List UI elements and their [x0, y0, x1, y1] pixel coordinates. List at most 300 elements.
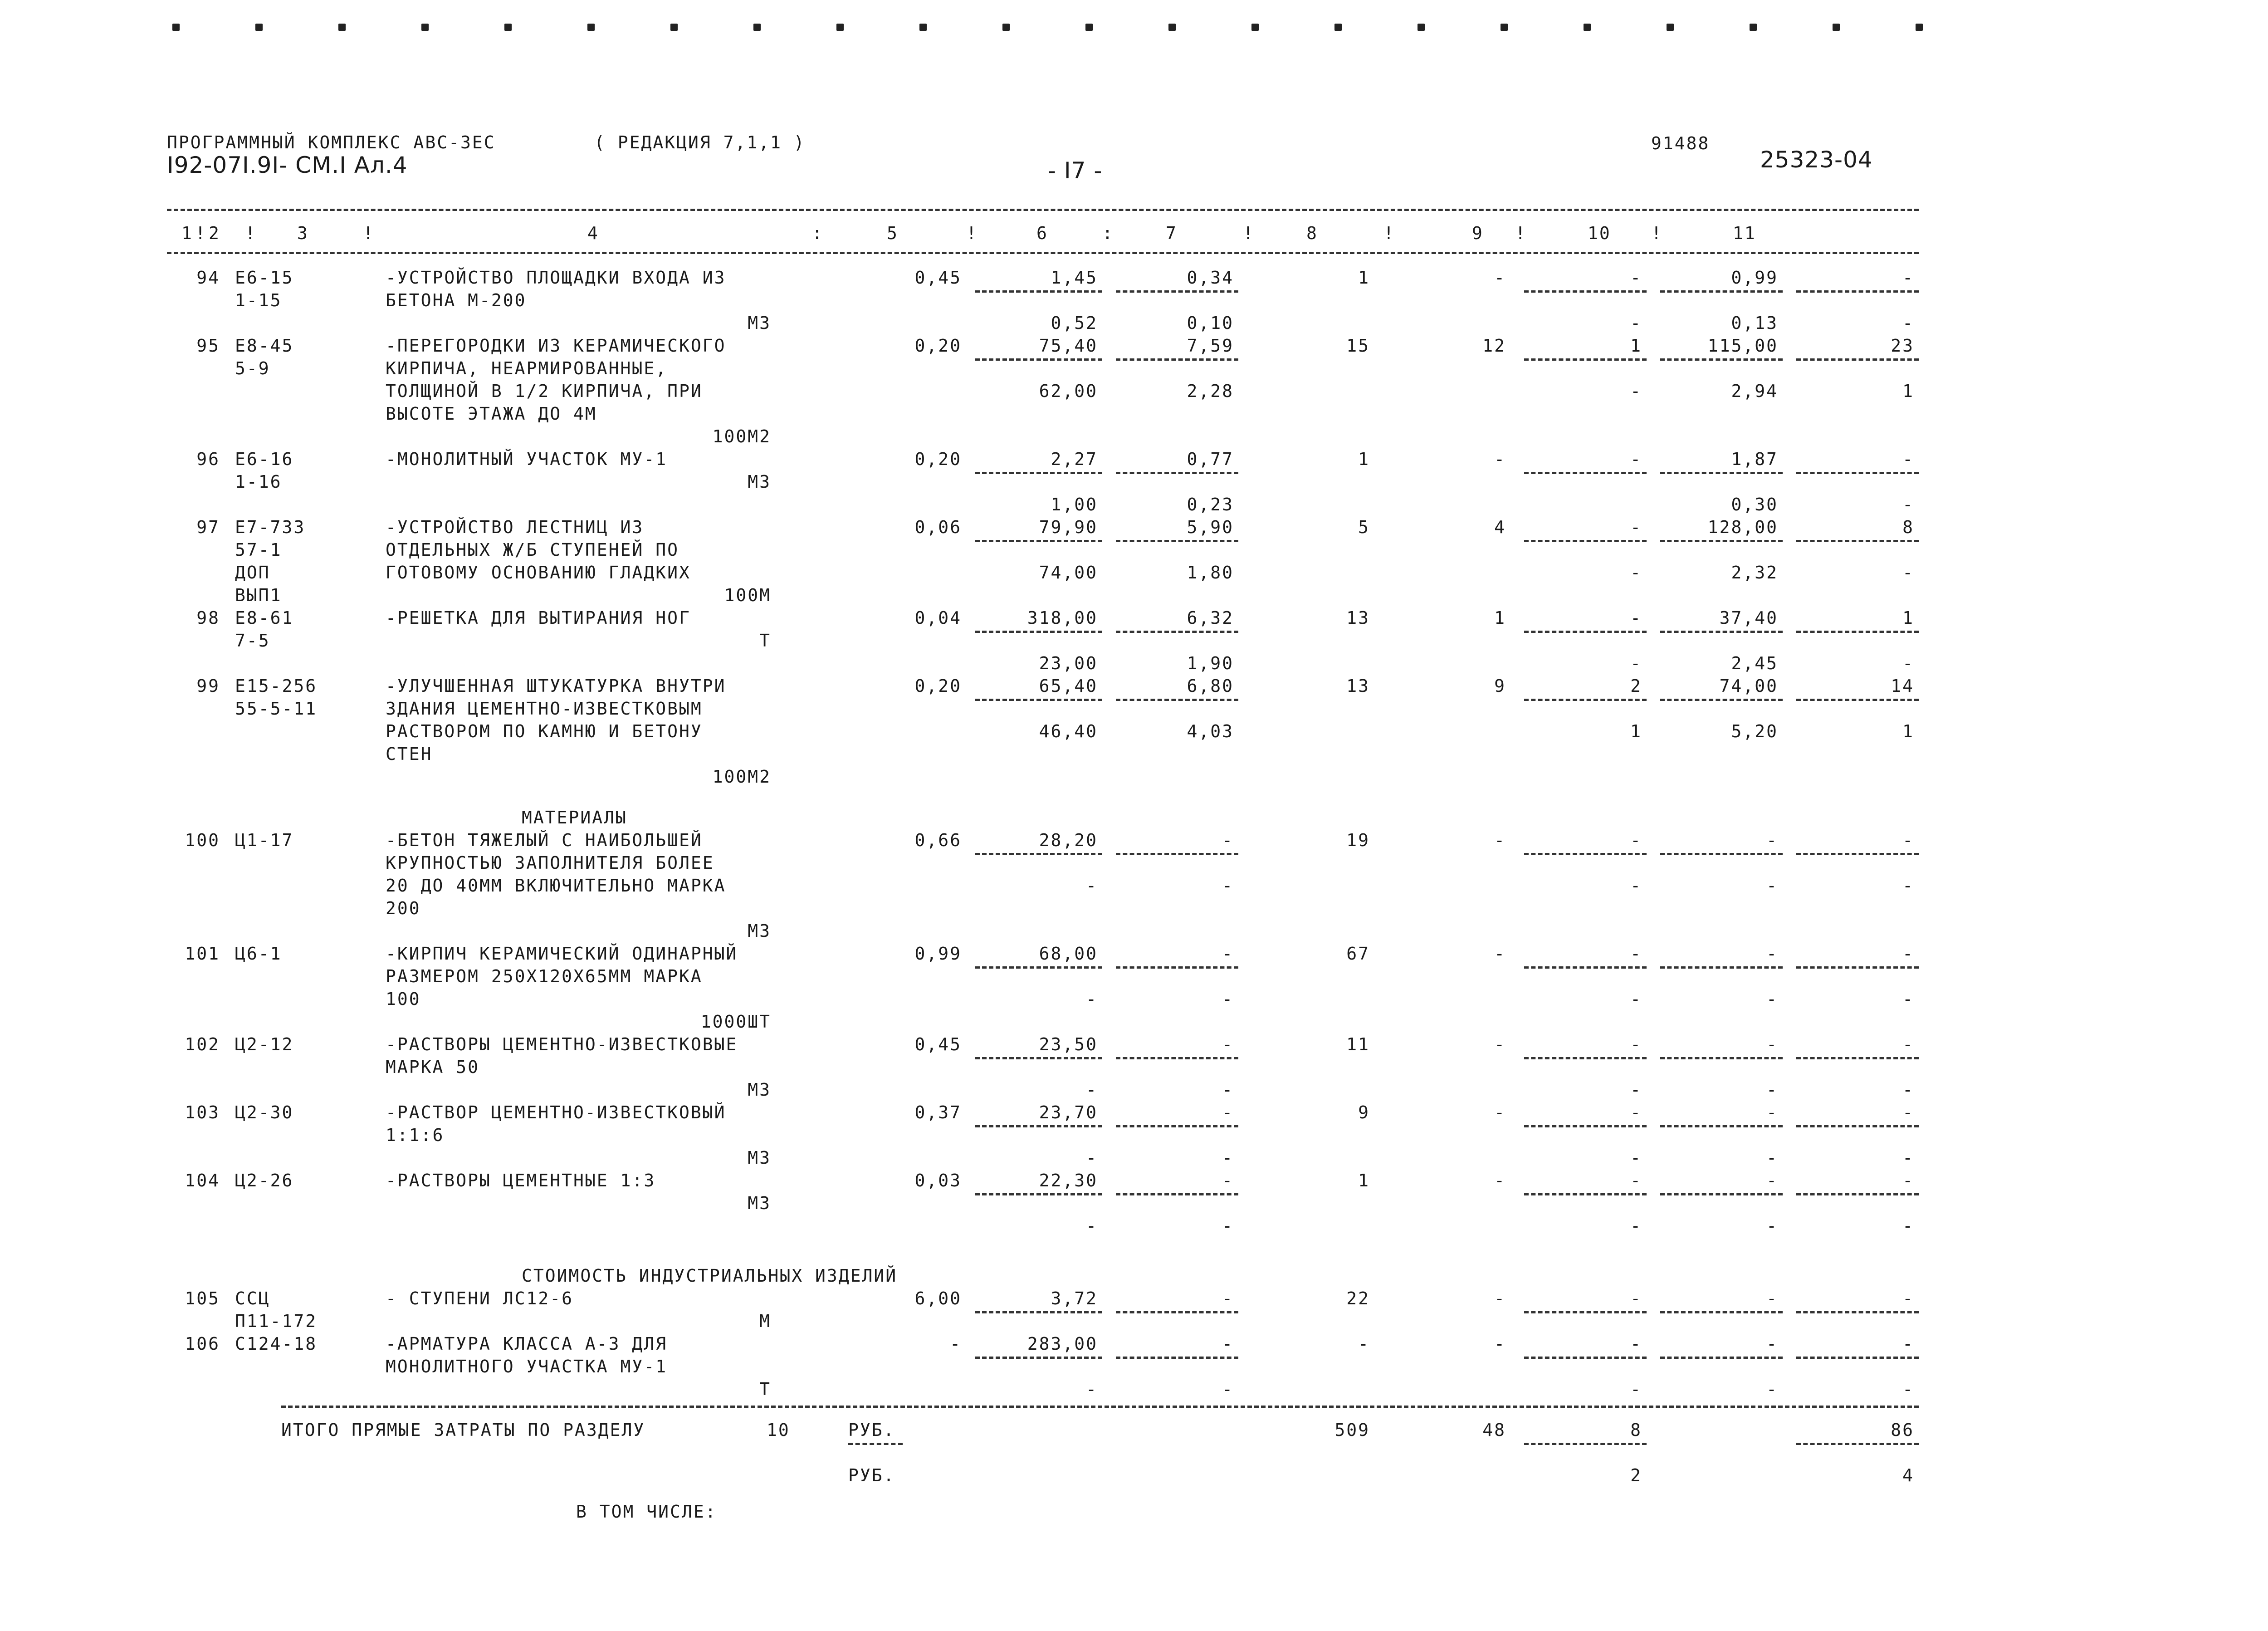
value-c9: -: [1630, 944, 1642, 964]
table-top-rule: [167, 209, 1919, 211]
value-c6: 0,34: [1187, 268, 1234, 288]
value-underline: [975, 699, 1102, 701]
value-c9: -: [1630, 381, 1642, 401]
value-c7: 9: [1358, 1102, 1370, 1122]
value-underline: [1524, 966, 1647, 969]
rate-code: 55-5-11: [235, 699, 318, 719]
totals-c11-2: 4: [1902, 1465, 1914, 1485]
row-number: 106: [185, 1334, 220, 1354]
punch-mark: [1833, 24, 1840, 31]
value-underline: [1660, 1193, 1783, 1195]
value-c6: -: [1222, 989, 1234, 1009]
value-c6: -: [1222, 1216, 1234, 1236]
totals-c7: 509: [1334, 1420, 1370, 1440]
value-underline: [1660, 290, 1783, 293]
value-underline: [1796, 631, 1919, 633]
value-c9: -: [1630, 830, 1642, 850]
punch-mark: [338, 24, 346, 31]
value-c4: 0,20: [914, 449, 962, 469]
rate-code: Ц6-1: [235, 944, 282, 964]
work-description: -ПЕРЕГОРОДКИ ИЗ КЕРАМИЧЕСКОГО: [386, 336, 726, 356]
value-c11: 23: [1891, 336, 1914, 356]
value-c5: 283,00: [1027, 1334, 1098, 1354]
value-c4: 0,45: [914, 268, 962, 288]
value-c7: 19: [1346, 830, 1370, 850]
work-description: -УЛУЧШЕННАЯ ШТУКАТУРКА ВНУТРИ: [386, 676, 726, 696]
column-number: 3: [297, 223, 309, 243]
work-description: ГОТОВОМУ ОСНОВАНИЮ ГЛАДКИХ: [386, 563, 691, 583]
value-c11: -: [1902, 1102, 1914, 1122]
work-description: -БЕТОН ТЯЖЕЛЫЙ С НАИБОЛЬШЕЙ: [386, 830, 703, 850]
value-underline: [975, 1057, 1102, 1059]
value-underline: [1524, 1057, 1647, 1059]
row-number: 101: [185, 944, 220, 964]
value-underline: [975, 1193, 1102, 1195]
column-number: 8: [1306, 223, 1318, 243]
column-number: 1: [181, 223, 193, 243]
unit: 100М: [724, 585, 771, 605]
value-c4: 0,66: [914, 830, 962, 850]
unit: М3: [748, 921, 771, 941]
value-c4: 0,03: [914, 1171, 962, 1190]
value-c6: -: [1222, 1148, 1234, 1168]
totals-underline: [1796, 1443, 1919, 1445]
unit: М3: [748, 1193, 771, 1213]
value-c10: 2,32: [1731, 563, 1778, 583]
value-c9: -: [1630, 1034, 1642, 1054]
column-separator: :: [1102, 223, 1114, 243]
punch-mark: [1584, 24, 1591, 31]
punch-mark: [1750, 24, 1757, 31]
value-c8: -: [1494, 449, 1506, 469]
column-number: 9: [1472, 223, 1484, 243]
rate-code: 7-5: [235, 631, 270, 651]
unit: Т: [759, 631, 771, 651]
value-c5: 62,00: [1039, 381, 1098, 401]
work-description: 200: [386, 898, 421, 918]
column-number: 4: [587, 223, 599, 243]
value-c9: 2: [1630, 676, 1642, 696]
punch-mark: [1085, 24, 1093, 31]
value-c5: -: [1086, 876, 1098, 896]
work-description: ОТДЕЛЬНЫХ Ж/Б СТУПЕНЕЙ ПО: [386, 540, 679, 560]
column-number: 11: [1733, 223, 1756, 243]
value-c7: 13: [1346, 676, 1370, 696]
value-c9: -: [1630, 1334, 1642, 1354]
value-c5: 79,90: [1039, 517, 1098, 537]
value-c5: 28,20: [1039, 830, 1098, 850]
value-underline: [1796, 853, 1919, 855]
page-number: - I7 -: [1048, 157, 1103, 184]
value-c9: -: [1630, 876, 1642, 896]
value-underline: [1524, 1193, 1647, 1195]
value-underline: [1796, 699, 1919, 701]
value-c10: 37,40: [1719, 608, 1778, 628]
column-separator: !: [1515, 223, 1527, 243]
value-underline: [1524, 540, 1647, 542]
value-underline: [975, 1357, 1102, 1359]
row-number: 94: [196, 268, 220, 288]
value-c10: -: [1766, 830, 1778, 850]
value-c6: -: [1222, 1102, 1234, 1122]
value-c6: 0,10: [1187, 313, 1234, 333]
value-c8: 4: [1494, 517, 1506, 537]
work-description: -АРМАТУРА КЛАССА А-3 ДЛЯ: [386, 1334, 668, 1354]
work-description: ЗДАНИЯ ЦЕМЕНТНО-ИЗВЕСТКОВЫМ: [386, 699, 703, 719]
value-underline: [1660, 472, 1783, 474]
section-materials: МАТЕРИАЛЫ: [522, 808, 627, 828]
value-c9: -: [1630, 517, 1642, 537]
rate-code: Е6-16: [235, 449, 294, 469]
value-c10: 2,45: [1731, 653, 1778, 673]
value-c7: 11: [1346, 1034, 1370, 1054]
value-c10: 1,87: [1731, 449, 1778, 469]
value-c4: 0,45: [914, 1034, 962, 1054]
value-c10: -: [1766, 876, 1778, 896]
value-underline: [1796, 1357, 1919, 1359]
value-c10: -: [1766, 989, 1778, 1009]
unit: Т: [759, 1379, 771, 1399]
value-c8: -: [1494, 944, 1506, 964]
column-separator: !: [245, 223, 257, 243]
work-description: -МОНОЛИТНЫЙ УЧАСТОК МУ-1: [386, 449, 668, 469]
value-underline: [1660, 1057, 1783, 1059]
totals-c9-2: 2: [1630, 1465, 1642, 1485]
value-c5: 318,00: [1027, 608, 1098, 628]
totals-underline: [1524, 1443, 1647, 1445]
value-c9: -: [1630, 653, 1642, 673]
value-c10: 5,20: [1731, 721, 1778, 741]
value-c7: 67: [1346, 944, 1370, 964]
rate-code: ССЦ: [235, 1288, 270, 1308]
work-description: -КИРПИЧ КЕРАМИЧЕСКИЙ ОДИНАРНЫЙ: [386, 944, 738, 964]
row-number: 97: [196, 517, 220, 537]
value-underline: [1524, 853, 1647, 855]
value-c9: -: [1630, 449, 1642, 469]
work-description: -УСТРОЙСТВО ПЛОЩАДКИ ВХОДА ИЗ: [386, 268, 726, 288]
value-c8: -: [1494, 268, 1506, 288]
punch-mark: [1418, 24, 1425, 31]
unit: М3: [748, 313, 771, 333]
value-c11: -: [1902, 1379, 1914, 1399]
value-c6: -: [1222, 1379, 1234, 1399]
value-c6: -: [1222, 944, 1234, 964]
value-c4: 0,37: [914, 1102, 962, 1122]
value-c6: -: [1222, 1171, 1234, 1190]
value-c6: 4,03: [1187, 721, 1234, 741]
value-underline: [1116, 1311, 1238, 1313]
value-c6: 2,28: [1187, 381, 1234, 401]
value-underline: [975, 358, 1102, 361]
value-c11: -: [1902, 1171, 1914, 1190]
value-c11: -: [1902, 563, 1914, 583]
value-underline: [1796, 1125, 1919, 1127]
value-underline: [1116, 1357, 1238, 1359]
punch-mark: [1251, 24, 1259, 31]
value-c8: 1: [1494, 608, 1506, 628]
row-number: 95: [196, 336, 220, 356]
row-number: 103: [185, 1102, 220, 1122]
value-underline: [1524, 699, 1647, 701]
totals-c8: 48: [1482, 1420, 1506, 1440]
value-underline: [1796, 358, 1919, 361]
value-c6: 5,90: [1187, 517, 1234, 537]
value-underline: [975, 540, 1102, 542]
value-c7: 1: [1358, 1171, 1370, 1190]
value-underline: [1116, 966, 1238, 969]
value-c6: -: [1222, 1034, 1234, 1054]
value-c10: 128,00: [1707, 517, 1778, 537]
value-underline: [1524, 290, 1647, 293]
value-c5: 2,27: [1051, 449, 1098, 469]
including-label: В ТОМ ЧИСЛЕ:: [576, 1502, 717, 1522]
column-separator: !: [363, 223, 375, 243]
value-c9: -: [1630, 1288, 1642, 1308]
value-underline: [975, 853, 1102, 855]
totals-rule: [281, 1406, 1919, 1408]
punch-mark: [1168, 24, 1176, 31]
value-c11: 8: [1902, 517, 1914, 537]
work-description: РАЗМЕРОМ 250Х120Х65ММ МАРКА: [386, 966, 703, 986]
value-underline: [1660, 1311, 1783, 1313]
value-c5: -: [1086, 1080, 1098, 1100]
work-description: 1:1:6: [386, 1125, 445, 1145]
value-c9: -: [1630, 313, 1642, 333]
value-c10: 2,94: [1731, 381, 1778, 401]
value-c8: -: [1494, 1034, 1506, 1054]
column-separator: !: [1243, 223, 1255, 243]
value-c10: -: [1766, 1288, 1778, 1308]
value-c11: -: [1902, 876, 1914, 896]
column-number: 6: [1036, 223, 1048, 243]
value-c6: 6,80: [1187, 676, 1234, 696]
value-c9: 1: [1630, 336, 1642, 356]
punch-mark: [1916, 24, 1923, 31]
row-number: 99: [196, 676, 220, 696]
value-underline: [1116, 358, 1238, 361]
value-c11: -: [1902, 1288, 1914, 1308]
value-c6: -: [1222, 1288, 1234, 1308]
value-underline: [1116, 1193, 1238, 1195]
punch-mark: [670, 24, 678, 31]
value-underline: [1116, 540, 1238, 542]
value-underline: [1796, 966, 1919, 969]
value-c11: 1: [1902, 381, 1914, 401]
value-underline: [1660, 1357, 1783, 1359]
value-underline: [975, 631, 1102, 633]
value-c5: -: [1086, 1148, 1098, 1168]
value-c10: -: [1766, 1102, 1778, 1122]
column-separator: !: [195, 223, 207, 243]
value-underline: [1524, 631, 1647, 633]
value-c6: -: [1222, 1334, 1234, 1354]
totals-unit-2: РУБ.: [848, 1465, 895, 1485]
rate-code: Е7-733: [235, 517, 306, 537]
value-c6: 0,77: [1187, 449, 1234, 469]
value-c11: -: [1902, 268, 1914, 288]
value-c5: 23,50: [1039, 1034, 1098, 1054]
value-c5: 1,00: [1051, 495, 1098, 514]
code-top: 91488: [1651, 133, 1710, 153]
rate-code: Е8-45: [235, 336, 294, 356]
value-c11: 14: [1891, 676, 1914, 696]
doc-number: 25323-04: [1760, 147, 1873, 173]
value-c11: 1: [1902, 608, 1914, 628]
value-underline: [975, 1125, 1102, 1127]
punch-mark: [919, 24, 927, 31]
value-c9: -: [1630, 1080, 1642, 1100]
value-underline: [1660, 966, 1783, 969]
rate-code: Ц2-12: [235, 1034, 294, 1054]
rate-code: Ц2-30: [235, 1102, 294, 1122]
value-c4: 6,00: [914, 1288, 962, 1308]
value-c5: 74,00: [1039, 563, 1098, 583]
value-c11: -: [1902, 313, 1914, 333]
value-c5: 0,52: [1051, 313, 1098, 333]
value-c6: -: [1222, 876, 1234, 896]
totals-label: ИТОГО ПРЯМЫЕ ЗАТРАТЫ ПО РАЗДЕЛУ: [281, 1420, 645, 1440]
value-underline: [1796, 1193, 1919, 1195]
value-c7: 1: [1358, 268, 1370, 288]
value-c4: 0,99: [914, 944, 962, 964]
work-description: КРУПНОСТЬЮ ЗАПОЛНИТЕЛЯ БОЛЕЕ: [386, 853, 714, 873]
rate-code: ВЫП1: [235, 585, 282, 605]
value-c11: -: [1902, 495, 1914, 514]
unit: 1000ШТ: [700, 1012, 771, 1032]
value-c6: -: [1222, 1080, 1234, 1100]
punch-mark: [255, 24, 263, 31]
value-underline: [1660, 631, 1783, 633]
value-c5: 68,00: [1039, 944, 1098, 964]
value-c5: 23,00: [1039, 653, 1098, 673]
column-separator: !: [1383, 223, 1395, 243]
totals-c11: 86: [1891, 1420, 1914, 1440]
value-underline: [1660, 540, 1783, 542]
work-description: -УСТРОЙСТВО ЛЕСТНИЦ ИЗ: [386, 517, 644, 537]
row-number: 96: [196, 449, 220, 469]
rate-code: 57-1: [235, 540, 282, 560]
value-c6: 1,90: [1187, 653, 1234, 673]
value-c8: -: [1494, 1171, 1506, 1190]
value-c8: -: [1494, 1102, 1506, 1122]
value-underline: [1524, 1357, 1647, 1359]
value-c5: 23,70: [1039, 1102, 1098, 1122]
column-number: 7: [1166, 223, 1178, 243]
value-c5: 3,72: [1051, 1288, 1098, 1308]
value-c5: -: [1086, 1379, 1098, 1399]
row-number: 100: [185, 830, 220, 850]
rate-code: Е6-15: [235, 268, 294, 288]
value-c10: -: [1766, 1171, 1778, 1190]
value-c10: 115,00: [1707, 336, 1778, 356]
value-underline: [1116, 699, 1238, 701]
value-underline: [1660, 358, 1783, 361]
value-c8: -: [1494, 1334, 1506, 1354]
value-c9: -: [1630, 1148, 1642, 1168]
punch-mark: [1667, 24, 1674, 31]
table-header-rule: [167, 252, 1919, 254]
value-c6: 7,59: [1187, 336, 1234, 356]
value-c6: 6,32: [1187, 608, 1234, 628]
value-c4: 0,06: [914, 517, 962, 537]
column-separator: !: [1651, 223, 1663, 243]
value-c10: -: [1766, 1148, 1778, 1168]
unit: М: [759, 1311, 771, 1331]
value-c6: -: [1222, 830, 1234, 850]
program-name: ПРОГРАММНЫЙ КОМПЛЕКС АВС-3ЕС: [167, 132, 496, 152]
value-underline: [1796, 540, 1919, 542]
value-c10: -: [1766, 1379, 1778, 1399]
value-c4: -: [950, 1334, 962, 1354]
value-c9: -: [1630, 1216, 1642, 1236]
punch-mark: [753, 24, 761, 31]
value-c5: 46,40: [1039, 721, 1098, 741]
value-c11: -: [1902, 1334, 1914, 1354]
row-number: 105: [185, 1288, 220, 1308]
value-c5: -: [1086, 1216, 1098, 1236]
value-underline: [1660, 699, 1783, 701]
work-description: БЕТОНА М-200: [386, 290, 527, 310]
rate-code: Е15-256: [235, 676, 318, 696]
value-c9: -: [1630, 989, 1642, 1009]
value-c11: -: [1902, 989, 1914, 1009]
value-c5: 75,40: [1039, 336, 1098, 356]
row-number: 102: [185, 1034, 220, 1054]
value-c8: 9: [1494, 676, 1506, 696]
value-underline: [1796, 472, 1919, 474]
value-c10: -: [1766, 1216, 1778, 1236]
value-underline: [1660, 1125, 1783, 1127]
value-c7: 13: [1346, 608, 1370, 628]
value-c11: 1: [1902, 721, 1914, 741]
work-description: - СТУПЕНИ ЛС12-6: [386, 1288, 574, 1308]
value-underline: [1660, 853, 1783, 855]
punch-mark: [1334, 24, 1342, 31]
unit: 100М2: [712, 767, 771, 787]
value-c11: -: [1902, 830, 1914, 850]
value-c11: -: [1902, 1216, 1914, 1236]
value-c9: -: [1630, 608, 1642, 628]
value-c9: -: [1630, 1102, 1642, 1122]
rate-code: Ц1-17: [235, 830, 294, 850]
rate-code: 5-9: [235, 358, 270, 378]
value-c10: -: [1766, 1080, 1778, 1100]
value-c11: -: [1902, 1148, 1914, 1168]
value-c5: 22,30: [1039, 1171, 1098, 1190]
value-underline: [1796, 1057, 1919, 1059]
value-c8: -: [1494, 830, 1506, 850]
value-c7: -: [1358, 1334, 1370, 1354]
unit: М3: [748, 472, 771, 492]
rate-code: С124-18: [235, 1334, 318, 1354]
work-description: КИРПИЧА, НЕАРМИРОВАННЫЕ,: [386, 358, 668, 378]
work-description: -РАСТВОР ЦЕМЕНТНО-ИЗВЕСТКОВЫЙ: [386, 1102, 726, 1122]
punch-mark: [504, 24, 512, 31]
work-description: ВЫСОТЕ ЭТАЖА ДО 4М: [386, 404, 597, 424]
value-c4: 0,20: [914, 676, 962, 696]
value-c10: 0,30: [1731, 495, 1778, 514]
value-c11: -: [1902, 944, 1914, 964]
value-underline: [1524, 358, 1647, 361]
column-number: 10: [1588, 223, 1611, 243]
value-underline: [1524, 472, 1647, 474]
work-description: -РАСТВОРЫ ЦЕМЕНТНЫЕ 1:3: [386, 1171, 656, 1190]
value-underline: [1116, 290, 1238, 293]
value-underline: [1796, 290, 1919, 293]
unit: 100М2: [712, 426, 771, 446]
value-c9: -: [1630, 563, 1642, 583]
work-description: МОНОЛИТНОГО УЧАСТКА МУ-1: [386, 1357, 668, 1376]
